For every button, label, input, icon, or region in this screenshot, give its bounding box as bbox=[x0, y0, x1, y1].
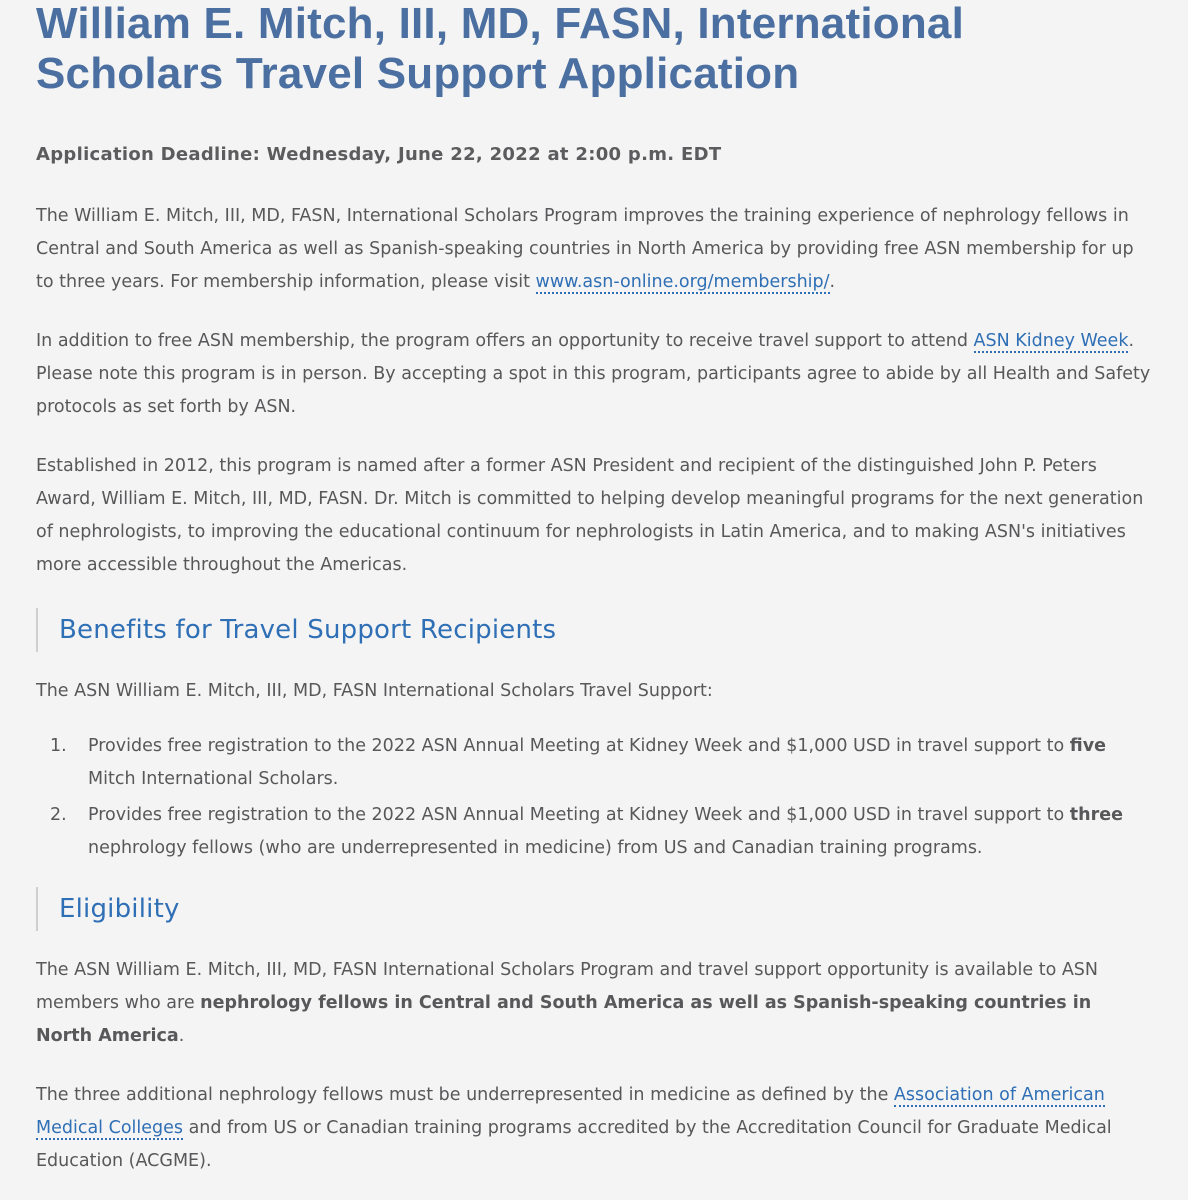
intro-text: The William E. Mitch, III, MD, FASN, International Scholars Program improves the training experience of nephrology fellows in Central and South America as well as Spanish-speaking countries in North America by providing free ASN membership for up to three years. For membership information, please visit bbox=[36, 206, 1134, 292]
page-title: William E. Mitch, III, MD, FASN, International Scholars Travel Support Application bbox=[36, 0, 965, 98]
kidney-week-link[interactable]: ASN Kidney Week bbox=[973, 331, 1129, 351]
travel-support-text: In addition to free ASN membership, the program offers an opportunity to receive travel support to attend bbox=[36, 331, 974, 351]
eligibility-text: The ASN William E. Mitch, III, MD, FASN International Scholars Program and travel support opportunity is available to ASN members who are bbox=[36, 960, 1099, 1013]
list-item-bold: five bbox=[1069, 736, 1106, 756]
list-number: 1. bbox=[50, 736, 67, 756]
benefits-list bbox=[36, 730, 1152, 865]
aamc-link[interactable]: Association of American Medical Colleges bbox=[36, 1085, 1105, 1138]
list-item bbox=[36, 799, 1152, 865]
eligibility-bold: nephrology fellows in Central and South America as well as Spanish-speaking countries in North America bbox=[36, 993, 1092, 1046]
benefits-intro: The ASN William E. Mitch, III, MD, FASN International Scholars Travel Support: bbox=[36, 681, 713, 701]
travel-support-paragraph bbox=[36, 325, 1152, 424]
list-item-text-end: nephrology fellows (who are underrepresented in medicine) from US and Canadian training programs. bbox=[88, 838, 983, 858]
intro-text-end: . bbox=[829, 272, 836, 292]
intro-paragraph bbox=[36, 200, 1152, 299]
list-item-bold: three bbox=[1069, 805, 1123, 825]
application-deadline: Application Deadline: Wednesday, June 22, 2022 at 2:00 p.m. EDT bbox=[36, 144, 722, 165]
eligibility-text-end: . bbox=[178, 1026, 185, 1046]
list-item-text-end: Mitch International Scholars. bbox=[88, 769, 339, 789]
benefits-heading-block bbox=[36, 608, 1152, 652]
underrepresented-text-end: and from US or Canadian training programs accredited by the Accreditation Council for Graduate Medical Education (ACGME). bbox=[36, 1118, 1112, 1171]
list-number: 2. bbox=[50, 805, 67, 825]
list-item-text: Provides free registration to the 2022 ASN Annual Meeting at Kidney Week and $1,000 USD in travel support to bbox=[88, 805, 1070, 825]
list-item-text: Provides free registration to the 2022 ASN Annual Meeting at Kidney Week and $1,000 USD in travel support to bbox=[88, 736, 1070, 756]
underrepresented-text: The three additional nephrology fellows must be underrepresented in medicine as defined by the bbox=[36, 1085, 894, 1105]
list-item bbox=[36, 730, 1152, 796]
membership-link[interactable]: www.asn-online.org/membership/ bbox=[535, 272, 830, 292]
benefits-heading: Benefits for Travel Support Recipients bbox=[59, 615, 557, 645]
eligibility-heading: Eligibility bbox=[59, 894, 180, 924]
underrepresented-paragraph bbox=[36, 1079, 1152, 1178]
eligibility-paragraph bbox=[36, 954, 1152, 1053]
eligibility-heading-block bbox=[36, 887, 1152, 931]
history-paragraph: Established in 2012, this program is named after a former ASN President and recipient of the distinguished John P. Peters Award, William E. Mitch, III, MD, FASN. Dr. Mitch is committed to helping develop meaningful programs for the next generation of nephrologists, to improving the educational continuum for nephrologists in Latin America, and to making ASN's initiatives more accessible throughout the Americas. bbox=[36, 456, 1144, 575]
travel-support-text-end: . Please note this program is in person. By accepting a spot in this program, participants agree to abide by all Health and Safety protocols as set forth by ASN. bbox=[36, 331, 1151, 417]
